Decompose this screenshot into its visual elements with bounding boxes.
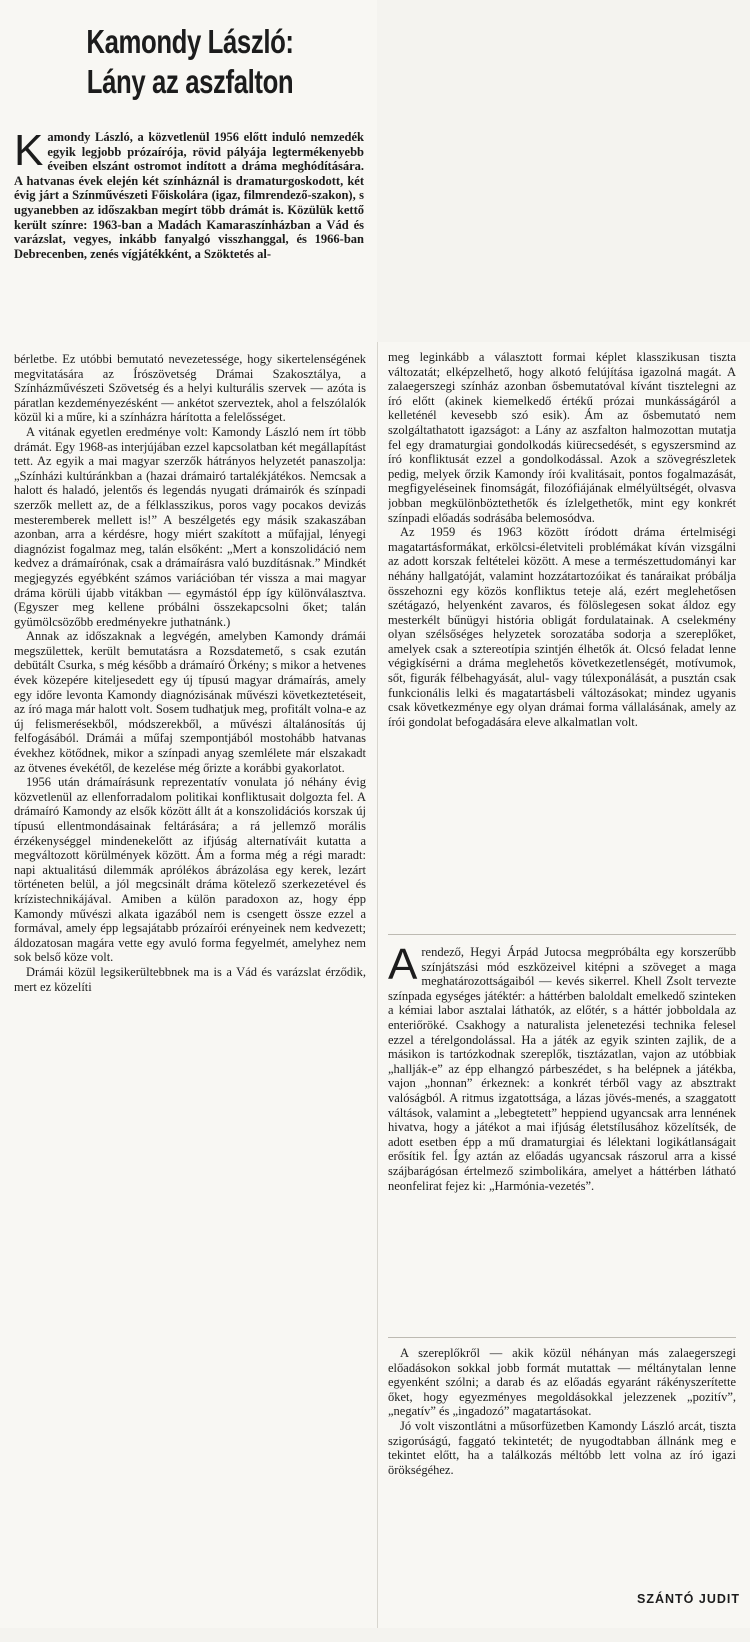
left-paragraph: Drámái közül legsikerültebbnek ma is a Vád és varázslat érződik, mert ez közelíti <box>14 964 366 994</box>
left-paragraph: A vitának egyetlen eredménye volt: Kamondy László nem írt több drámát. Egy 1968-as interjújában ezzel kapcsolatban két megállapítást tett. Az egyik a mai magyar szerzők hátrányos helyzetét panaszolja: „Színházi kultúránkban a (hazai drámairó tartalékjátékos. Nemcsak a halott és haladó, jelentős és legendás nyugati drámairók és színpadi szerzők mellett az, de a félklasszikus, poros vagy pocakos devizás mesteremberek mellett is!” A beszélgetés egy másik szakaszában azonban, arra a kérdésre, hogy miért szakított a műfajjal, lényegi diagnózist fogalmaz meg, talán elsőként: „Mert a konszolidáció nem kedvez a drámaírónak, csak a drámaírásra való buzdításnak.” Mindkét megjegyzés egyébként számos variációban tér vissza a mai magyar dráma körüli újabb vitákban — egymástól épp így különválasztva. (Egyszer meg kellene próbálni összekapcsolni őket; talán gyümölcsözőbb eredményekre juthatnánk.) <box>14 424 366 629</box>
intro-paragraph <box>14 130 364 350</box>
left-column <box>14 352 366 1642</box>
left-paragraph: 1956 után drámaírásunk reprezentatív vonulata jó néhány évig közvetlenül az ellenforradalom politikai konfliktusait dolgozta fel. A drámaíró Kamondy az elsők között állt át a konszolidációs korszak új típusú ellentmondásainak feltárására; a rá jellemző morális érzékenységgel mindenekelőtt az ifjúság alternatíváit kutatta a megváltozott körülmények között. Ám a forma még a régi maradt: napi aktualitású dilemmák aprólékos ábrázolása egy kerek, lezárt történeten belül, a jól megcsinált dráma kötelező szerkezetével és krízistechnikájával. Amiben a külön paradoxon az, hogy épp Kamondy művészi alkata igazából nem is csengett össze ezzel a formával, amely épp legsajátabb prózaírói erényeinek nem kedvezett; áldozatosan magára vette egy avuló forma fegyelmét, amelyhez nem sok belső köze volt. <box>14 775 366 965</box>
right-paragraph: Az 1959 és 1963 között íródott dráma értelmiségi magatartásformákat, erkölcsi-életviteli problémákat kíván vizsgálni az adott korszak feltételei között. A mese a természettudományi kar néhány hallgatóját, valamint hozzátartozóikat és tanáraikat próbálja összehozni egy közös konfliktus teteje alá, ezért meglehetősen szétágazó, helyenként zavaros, és fölöslegesen sokat áldoz egy mesterkélt bűnügyi história obligát fordulatainak. A cselekmény olyan szélsőséges helyzetek sorozatába sodorja a szereplőket, amelyek csak a sztereotípia szintjén élhetők át. Olcsó feladat lenne végigkísérni a dráma meglehetős következetlenségét, motívumok, sőt, figurák félbehagyását, alul- vagy túlexponálását, a pusztán csak funkcionális lelki és magatartásbeli változásokat; mindez ugyanis csak következménye egy olyan drámai forma vállalásának, amely az írói gondolat befogadására eleve alkalmatlan volt. <box>388 525 736 729</box>
article-title-line2: Lány az aszfalton <box>86 63 294 100</box>
right-column-upper <box>388 350 736 910</box>
right-drop-cap: A <box>388 945 418 989</box>
right-paragraph: A szereplőkről — akik közül néhányan más zalaegerszegi előadásokon sokkal jobb formát mutattak — méltánytalan lenne egyenként szólni; a darab és az előadás egyaránt rákényszerítette őket, hogy egyezményes megoldásokkal jelezzenek „pozitív”, „negatív” és „ingadozó” magatartásokat. <box>388 1346 736 1419</box>
article-title-line1: Kamondy László: <box>86 23 294 60</box>
right-paragraph: meg leginkább a választott formai képlet klasszikusan tiszta változatát; elképzelhető, hogy alkotó felújítása igazolná magát. A zalaegerszegi színház azonban ősbemutatóval kívánt tisztelegni az író előtt (akinek kiemelkedő értékű prózai munkásságáról a kelleténél kevesebb szó esik). Ám az ősbemutató nem szolgáltathatott igazságot: a Lány az aszfalton halmozottan mutatja fel egy dramaturgiai gondolkodás kiürecsedését, s egyszersmind az író konfliktusát ezzel a gondolkodással. Azok a szövegrészletek pedig, melyek őrzik Kamondy írói kvalitásait, pontos fogalmazását, megfigyeléseinek finomságát, filozófiájának elmélyültségét, olvasva jobban megkülönböztethetők és ízlelgethetők, mint egy konkrét színpadi előadás sodrásába belemosódva. <box>388 350 736 525</box>
right-column-middle <box>388 945 736 1330</box>
intro-drop-cap: K <box>14 130 44 175</box>
right-middle-text: rendező, Hegyi Árpád Jutocsa megpróbálta egy korszerűbb színjátszási mód eszközeivel kitépni a szöveget a maga meghatározottságaiból — kevés sikerrel. Khell Zsolt tervezte színpada egységes játéktér: a háttérben baloldalt emelkedő szinteken a kémiai labor asztalai láthatók, az előtér, s a háttér jobboldala az enteriőröké. Csakhogy a naturalista jelenetezési technika felesel ezzel a térelgondolással. Ha a játék az egyik szinten zajlik, de a másikon is tartózkodnak szereplők, tisztázatlan, vajon az utóbbiak „hallják-e” az épp elhangzó párbeszédet, s ha belépnek a játékba, vajon „honnan” érkeznek: a konkrét térből vagy az absztrakt valóságból. A ritmus izgatottsága, a lázas jövés-menés, a szaggatott váltások, valamint a „lebegtetett” heppiend ugyancsak arra lennének hivatva, hogy a játékot a mai ifjúság életstílusához közelítsék, de adott esetben épp a mű dramaturgiai és lélektani logikátlanságait erősítik fel. Így aztán az előadás ugyancsak rászorul arra a kissé szájbarágósan értelmező szimbolikára, amelyet a háttérben látható neonfelirat fejez ki: „Harmónia-vezetés”. <box>388 945 736 1193</box>
section-divider <box>388 934 736 935</box>
author-byline: SZÁNTÓ JUDIT <box>637 1592 740 1606</box>
left-paragraph: bérletbe. Ez utóbbi bemutató nevezetessége, hogy sikertelenségének megvitatására az Írószövetség Drámai Szakosztálya, a Színházművészeti Szövetség és a helyi kulturális szervek — azóta is páratlan kezdeményezésként — ankétot szerveztek, ahol a felszólalók közül ki a műre, ki a színházra hárította a felelősséget. <box>14 352 366 425</box>
right-paragraph: Jó volt viszontlátni a műsorfüzetben Kamondy László arcát, tiszta szigorúságú, faggató tekintetét; de nyugodtabban állnánk meg e tekintet előtt, ha a találkozás méltóbb lett volna az író igazi örökségéhez. <box>388 1418 736 1477</box>
left-paragraph: Annak az időszaknak a legvégén, amelyben Kamondy drámái megszülettek, került bemutatásra a Rozsdatemető, s csak ezután debütált Csurka, s még később a drámaíró Örkény; s mikor a hetvenes évek közepére kiteljesedett egy új típusú magyar drámaírás, amely egy időre levonta Kamondy diagnózisának művészi következtetéseit, az író maga már halott volt. Sosem tudhatjuk meg, profitált volna-e az új felismerésekből, módszerekből, a művészi általánosítás új felfogásából. Drámái a műfaj szempontjából mostohább hatvanas évekhez kötődnek, mikor a színpadi anyag szemlélete már elszakadt az ötvenes évekétől, de kezelése még őrizte a korábbi gyakorlatot. <box>14 629 366 775</box>
section-divider <box>388 1337 736 1338</box>
right-column-lower <box>388 1346 736 1566</box>
intro-text: amondy László, a közvetlenül 1956 előtt induló nemzedék egyik legjobb prózaírója, rövid pályája legtermékenyebb éveiben elszánt ostromot indított a dráma meghódítására. A hatvanas évek elején két színháznál is dramaturgoskodott, két évig járt a Színművészeti Főiskolára (igaz, filmrendező-szakon), s ugyanebben az időszakban megírt több drámát is. Közülük kettő került színre: 1963-ban a Madách Kamaraszínházban a Vád és varázslat, vegyes, inkább fanyalgó visszhanggal, és 1966-ban Debrecenben, zenés vígjátékként, a Szöktetés al- <box>14 130 364 261</box>
